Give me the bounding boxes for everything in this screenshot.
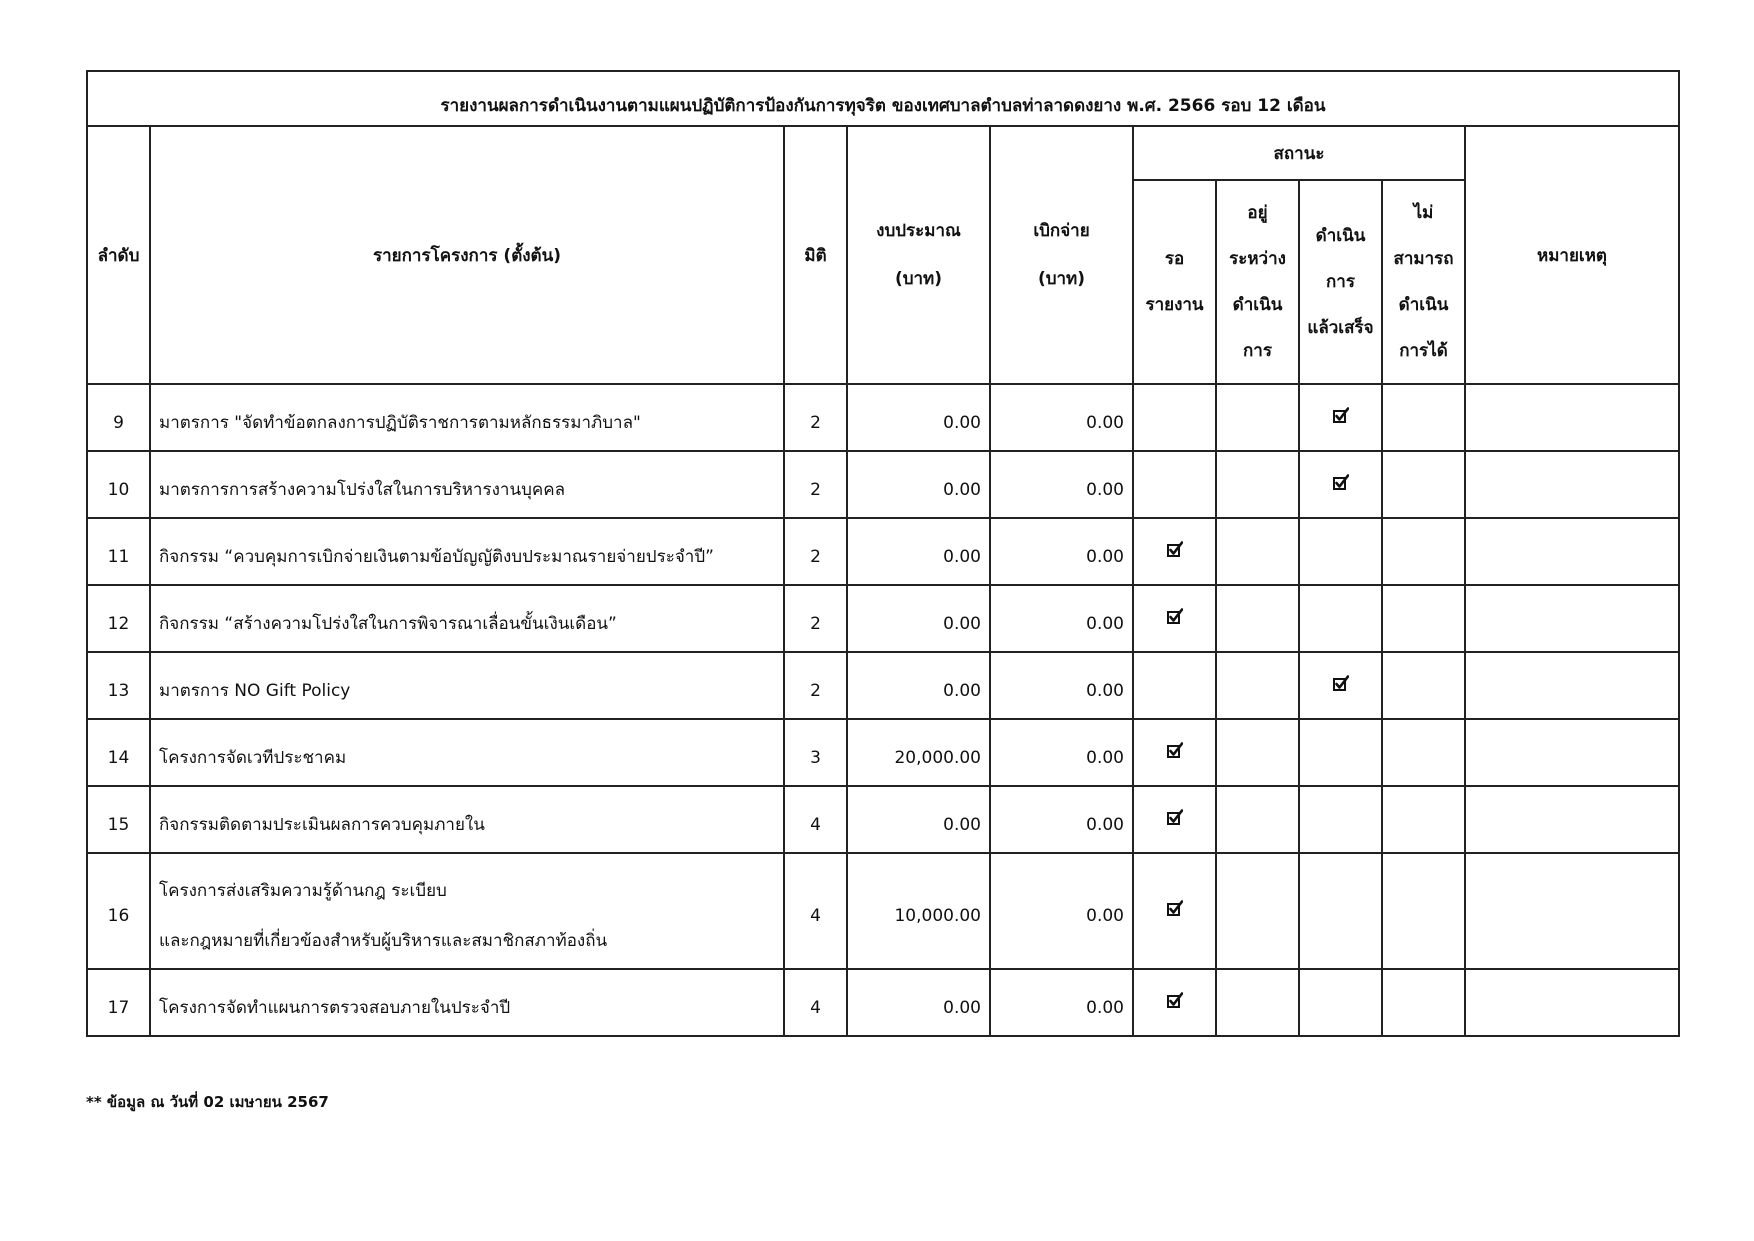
header-disbursed-line2: (บาท) (1037, 269, 1086, 289)
row-status-done (1299, 853, 1382, 969)
row-remarks (1465, 585, 1679, 652)
checked-box-icon (1333, 474, 1349, 490)
header-status-unable-line4: การได้ (1399, 341, 1448, 361)
row-project-name: โครงการจัดเวทีประชาคม (150, 719, 784, 786)
row-remarks (1465, 786, 1679, 853)
row-remarks (1465, 719, 1679, 786)
table-row (87, 384, 1679, 451)
checked-box-icon (1167, 992, 1183, 1008)
row-status-unable (1382, 518, 1465, 585)
header-budget-line2: (บาท) (894, 269, 943, 289)
row-status-pending (1133, 786, 1216, 853)
row-status-pending (1133, 719, 1216, 786)
header-remarks: หมายเหตุ (1465, 126, 1679, 384)
row-status-pending (1133, 585, 1216, 652)
header-project: รายการโครงการ (ตั้งต้น) (150, 126, 784, 384)
checked-box-icon (1333, 675, 1349, 691)
row-status-pending (1133, 853, 1216, 969)
header-status-inprogress (1216, 180, 1299, 384)
row-no: 13 (87, 652, 150, 719)
row-status-unable (1382, 969, 1465, 1036)
header-budget (847, 126, 990, 384)
header-status-done-line1: ดำเนิน (1315, 226, 1366, 246)
row-status-done (1299, 384, 1382, 451)
header-status-done-line3: แล้วเสร็จ (1307, 318, 1374, 338)
row-budget: 0.00 (847, 384, 990, 451)
row-disbursed: 0.00 (990, 719, 1133, 786)
row-project-name: มาตรการ NO Gift Policy (150, 652, 784, 719)
header-disbursed (990, 126, 1133, 384)
row-status-inprogress (1216, 969, 1299, 1036)
row-status-pending (1133, 451, 1216, 518)
row-budget: 0.00 (847, 585, 990, 652)
row-status-unable (1382, 384, 1465, 451)
row-project-name: กิจกรรม “สร้างความโปร่งใสในการพิจารณาเลื่อนขั้นเงินเดือน” (150, 585, 784, 652)
report-table (86, 70, 1680, 1037)
row-dimension: 4 (784, 786, 847, 853)
header-status-inprogress-line4: การ (1243, 341, 1272, 361)
checked-box-icon (1333, 407, 1349, 423)
row-status-pending (1133, 384, 1216, 451)
row-project-name: กิจกรรมติดตามประเมินผลการควบคุมภายใน (150, 786, 784, 853)
header-dimension: มิติ (784, 126, 847, 384)
row-project-name: กิจกรรม “ควบคุมการเบิกจ่ายเงินตามข้อบัญญัติงบประมาณรายจ่ายประจำปี” (150, 518, 784, 585)
footnote: ** ข้อมูล ณ วันที่ 02 เมษายน 2567 (86, 1093, 329, 1111)
row-no: 12 (87, 585, 150, 652)
row-status-pending (1133, 652, 1216, 719)
row-project-name: โครงการจัดทำแผนการตรวจสอบภายในประจำปี (150, 969, 784, 1036)
row-status-inprogress (1216, 585, 1299, 652)
row-disbursed: 0.00 (990, 384, 1133, 451)
row-budget: 0.00 (847, 786, 990, 853)
header-status-pending (1133, 180, 1216, 384)
row-project-name: มาตรการ "จัดทำข้อตกลงการปฏิบัติราชการตามหลักธรรมาภิบาล" (150, 384, 784, 451)
header-status-inprogress-line3: ดำเนิน (1232, 295, 1283, 315)
table-row (87, 719, 1679, 786)
row-project-name-line2: และกฎหมายที่เกี่ยวข้องสำหรับผู้บริหารและสมาชิกสภาท้องถิ่น (159, 931, 608, 951)
row-dimension: 2 (784, 652, 847, 719)
row-no: 17 (87, 969, 150, 1036)
row-status-inprogress (1216, 384, 1299, 451)
header-disbursed-line1: เบิกจ่าย (1033, 221, 1090, 241)
header-status-done (1299, 180, 1382, 384)
row-status-inprogress (1216, 652, 1299, 719)
header-status-unable (1382, 180, 1465, 384)
header-status-inprogress-line1: อยู่ (1247, 203, 1268, 223)
row-project-name-line1: โครงการส่งเสริมความรู้ด้านกฎ ระเบียบ (159, 881, 447, 901)
row-remarks (1465, 853, 1679, 969)
row-status-pending (1133, 518, 1216, 585)
row-status-done (1299, 652, 1382, 719)
checked-box-icon (1167, 541, 1183, 557)
row-remarks (1465, 969, 1679, 1036)
row-status-unable (1382, 585, 1465, 652)
row-budget: 0.00 (847, 451, 990, 518)
header-status-inprogress-line2: ระหว่าง (1229, 249, 1286, 269)
table-row (87, 451, 1679, 518)
row-no: 10 (87, 451, 150, 518)
row-remarks (1465, 518, 1679, 585)
row-budget: 0.00 (847, 518, 990, 585)
header-status-unable-line1: ไม่ (1413, 203, 1434, 223)
row-budget: 10,000.00 (847, 853, 990, 969)
row-dimension: 2 (784, 384, 847, 451)
row-status-inprogress (1216, 853, 1299, 969)
row-status-inprogress (1216, 719, 1299, 786)
row-disbursed: 0.00 (990, 853, 1133, 969)
row-budget: 20,000.00 (847, 719, 990, 786)
header-no: ลำดับ (87, 126, 150, 384)
row-status-inprogress (1216, 786, 1299, 853)
row-status-done (1299, 786, 1382, 853)
header-status-unable-line2: สามารถ (1393, 249, 1454, 269)
row-status-done (1299, 719, 1382, 786)
row-remarks (1465, 384, 1679, 451)
row-no: 9 (87, 384, 150, 451)
table-row (87, 969, 1679, 1036)
header-status-pending-line1: รอ (1164, 249, 1185, 269)
row-status-done (1299, 451, 1382, 518)
header-status-done-line2: การ (1326, 272, 1355, 292)
row-status-done (1299, 585, 1382, 652)
row-status-unable (1382, 652, 1465, 719)
table-row (87, 853, 1679, 969)
row-disbursed: 0.00 (990, 969, 1133, 1036)
row-dimension: 4 (784, 969, 847, 1036)
row-status-done (1299, 518, 1382, 585)
table-row (87, 518, 1679, 585)
row-dimension: 2 (784, 585, 847, 652)
row-status-unable (1382, 719, 1465, 786)
row-project-name: มาตรการการสร้างความโปร่งใสในการบริหารงานบุคคล (150, 451, 784, 518)
row-disbursed: 0.00 (990, 585, 1133, 652)
header-status-group: สถานะ (1133, 126, 1465, 180)
row-dimension: 2 (784, 451, 847, 518)
row-disbursed: 0.00 (990, 652, 1133, 719)
row-disbursed: 0.00 (990, 518, 1133, 585)
checked-box-icon (1167, 809, 1183, 825)
table-body (87, 384, 1679, 1036)
row-status-unable (1382, 786, 1465, 853)
header-status-pending-line2: รายงาน (1145, 295, 1204, 315)
table-row (87, 786, 1679, 853)
checked-box-icon (1167, 900, 1183, 916)
row-no: 14 (87, 719, 150, 786)
row-dimension: 4 (784, 853, 847, 969)
report-title: รายงานผลการดำเนินงานตามแผนปฏิบัติการป้องกันการทุจริต ของเทศบาลตำบลท่าลาดดงยาง พ.ศ. 2566 รอบ 12 เดือน (87, 71, 1679, 126)
table-row (87, 585, 1679, 652)
row-remarks (1465, 451, 1679, 518)
checked-box-icon (1167, 742, 1183, 758)
row-budget: 0.00 (847, 652, 990, 719)
row-no: 11 (87, 518, 150, 585)
header-budget-line1: งบประมาณ (876, 221, 961, 241)
row-dimension: 3 (784, 719, 847, 786)
row-dimension: 2 (784, 518, 847, 585)
row-no: 15 (87, 786, 150, 853)
row-status-unable (1382, 853, 1465, 969)
row-status-pending (1133, 969, 1216, 1036)
table-row (87, 652, 1679, 719)
row-disbursed: 0.00 (990, 451, 1133, 518)
row-budget: 0.00 (847, 969, 990, 1036)
row-status-unable (1382, 451, 1465, 518)
row-status-inprogress (1216, 451, 1299, 518)
row-disbursed: 0.00 (990, 786, 1133, 853)
checked-box-icon (1167, 608, 1183, 624)
header-status-unable-line3: ดำเนิน (1398, 295, 1449, 315)
row-status-inprogress (1216, 518, 1299, 585)
row-remarks (1465, 652, 1679, 719)
row-project-name (150, 853, 784, 969)
row-status-done (1299, 969, 1382, 1036)
row-no: 16 (87, 853, 150, 969)
